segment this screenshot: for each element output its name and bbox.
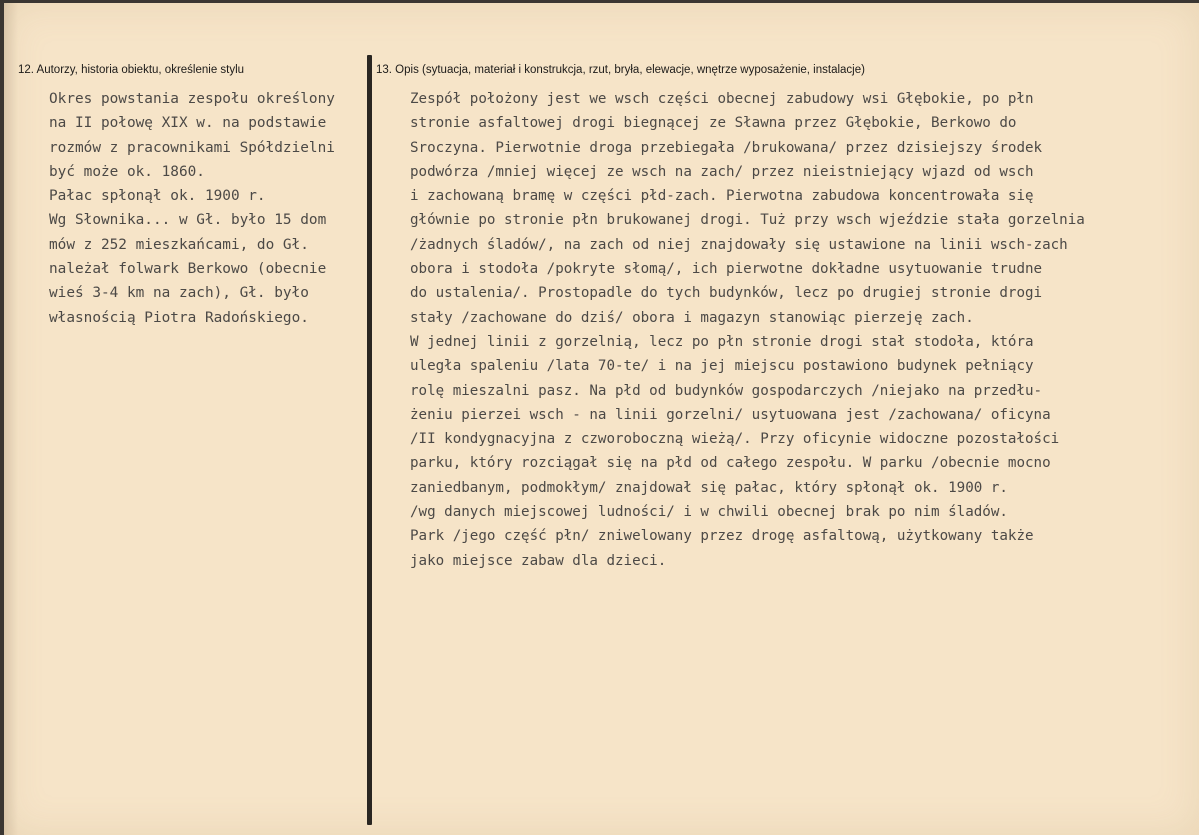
typed-line: W jednej linii z gorzelnią, lecz po płn stronie drogi stał stodoła, która	[410, 333, 1034, 350]
record-card	[4, 3, 1199, 835]
typed-line: Sroczyna. Pierwotnie droga przebiegała /brukowana/ przez dzisiejszy środek	[410, 139, 1043, 156]
typed-line: zaniedbanym, podmokłym/ znajdował się pałac, który spłonął ok. 1900 r.	[410, 479, 1008, 496]
section-13-heading: 13. Opis (sytuacja, materiał i konstrukcja, rzut, bryła, elewacje, wnętrze wyposażenie, instalacje)	[376, 64, 865, 76]
typed-line: Wg Słownika... w Gł. było 15 dom	[49, 212, 327, 229]
typed-line: na II połowę XIX w. na podstawie	[49, 115, 327, 132]
typed-line: własnością Piotra Radońskiego.	[49, 309, 309, 326]
typed-line: rolę mieszalni pasz. Na płd od budynków gospodarczych /niejako na przedłu-	[410, 382, 1043, 399]
typed-line: być może ok. 1860.	[49, 163, 205, 180]
typed-line: parku, który rozciągał się na płd od całego zespołu. W parku /obecnie mocno	[410, 455, 1051, 472]
typed-line: jako miejsce zabaw dla dzieci.	[410, 552, 667, 569]
typed-line: obora i stodoła /pokryte słomą/, ich pierwotne dokładne usytuowanie trudne	[410, 261, 1043, 278]
typed-line: stronie asfaltowej drogi biegnącej ze Sławna przez Głębokie, Berkowo do	[410, 115, 1017, 132]
typed-line: stały /zachowane do dziś/ obora i magazyn stanowiąc pierzeję zach.	[410, 309, 974, 326]
typed-line: głównie po stronie płn brukowanej drogi. Tuż przy wsch wjeździe stała gorzelnia	[410, 212, 1085, 229]
typed-line: należał folwark Berkowo (obecnie	[49, 261, 327, 278]
typed-line: żeniu pierzei wsch - na linii gorzelni/ usytuowana jest /zachowana/ oficyna	[410, 406, 1051, 423]
typed-line: i zachowaną bramę w części płd-zach. Pierwotna zabudowa koncentrowała się	[410, 188, 1034, 205]
section-12-heading: 12. Autorzy, historia obiektu, określenie stylu	[18, 64, 245, 76]
card-edge-shadow	[4, 3, 18, 835]
typed-line: /wg danych miejscowej ludności/ i w chwili obecnej brak po nim śladów.	[410, 504, 1008, 521]
typed-line: /II kondygnacyjna z czworoboczną wieżą/. Przy oficynie widoczne pozostałości	[410, 431, 1060, 448]
section-13-typed-text	[410, 87, 1190, 573]
typed-line: Pałac spłonął ok. 1900 r.	[49, 188, 266, 205]
typed-line: /żadnych śladów/, na zach od niej znajdowały się ustawione na linii wsch-zach	[410, 236, 1068, 253]
typed-line: mów z 252 mieszkańcami, do Gł.	[49, 236, 309, 253]
typed-line: Park /jego część płn/ zniwelowany przez drogę asfaltową, użytkowany także	[410, 528, 1034, 545]
typed-line: rozmów z pracownikami Spółdzielni	[49, 139, 335, 156]
typed-line: podwórza /mniej więcej ze wsch na zach/ przez nieistniejący wjazd od wsch	[410, 163, 1034, 180]
section-12-typed-text	[49, 87, 371, 330]
typed-line: uległa spaleniu /lata 70-te/ i na jej miejscu postawiono budynek pełniący	[410, 358, 1034, 375]
typed-line: do ustalenia/. Prostopadle do tych budynków, lecz po drugiej stronie drogi	[410, 285, 1043, 302]
typed-line: Zespół położony jest we wsch części obecnej zabudowy wsi Głębokie, po płn	[410, 91, 1034, 107]
typed-line: wieś 3-4 km na zach), Gł. było	[49, 285, 309, 302]
typed-line: Okres powstania zespołu określony	[49, 91, 335, 107]
